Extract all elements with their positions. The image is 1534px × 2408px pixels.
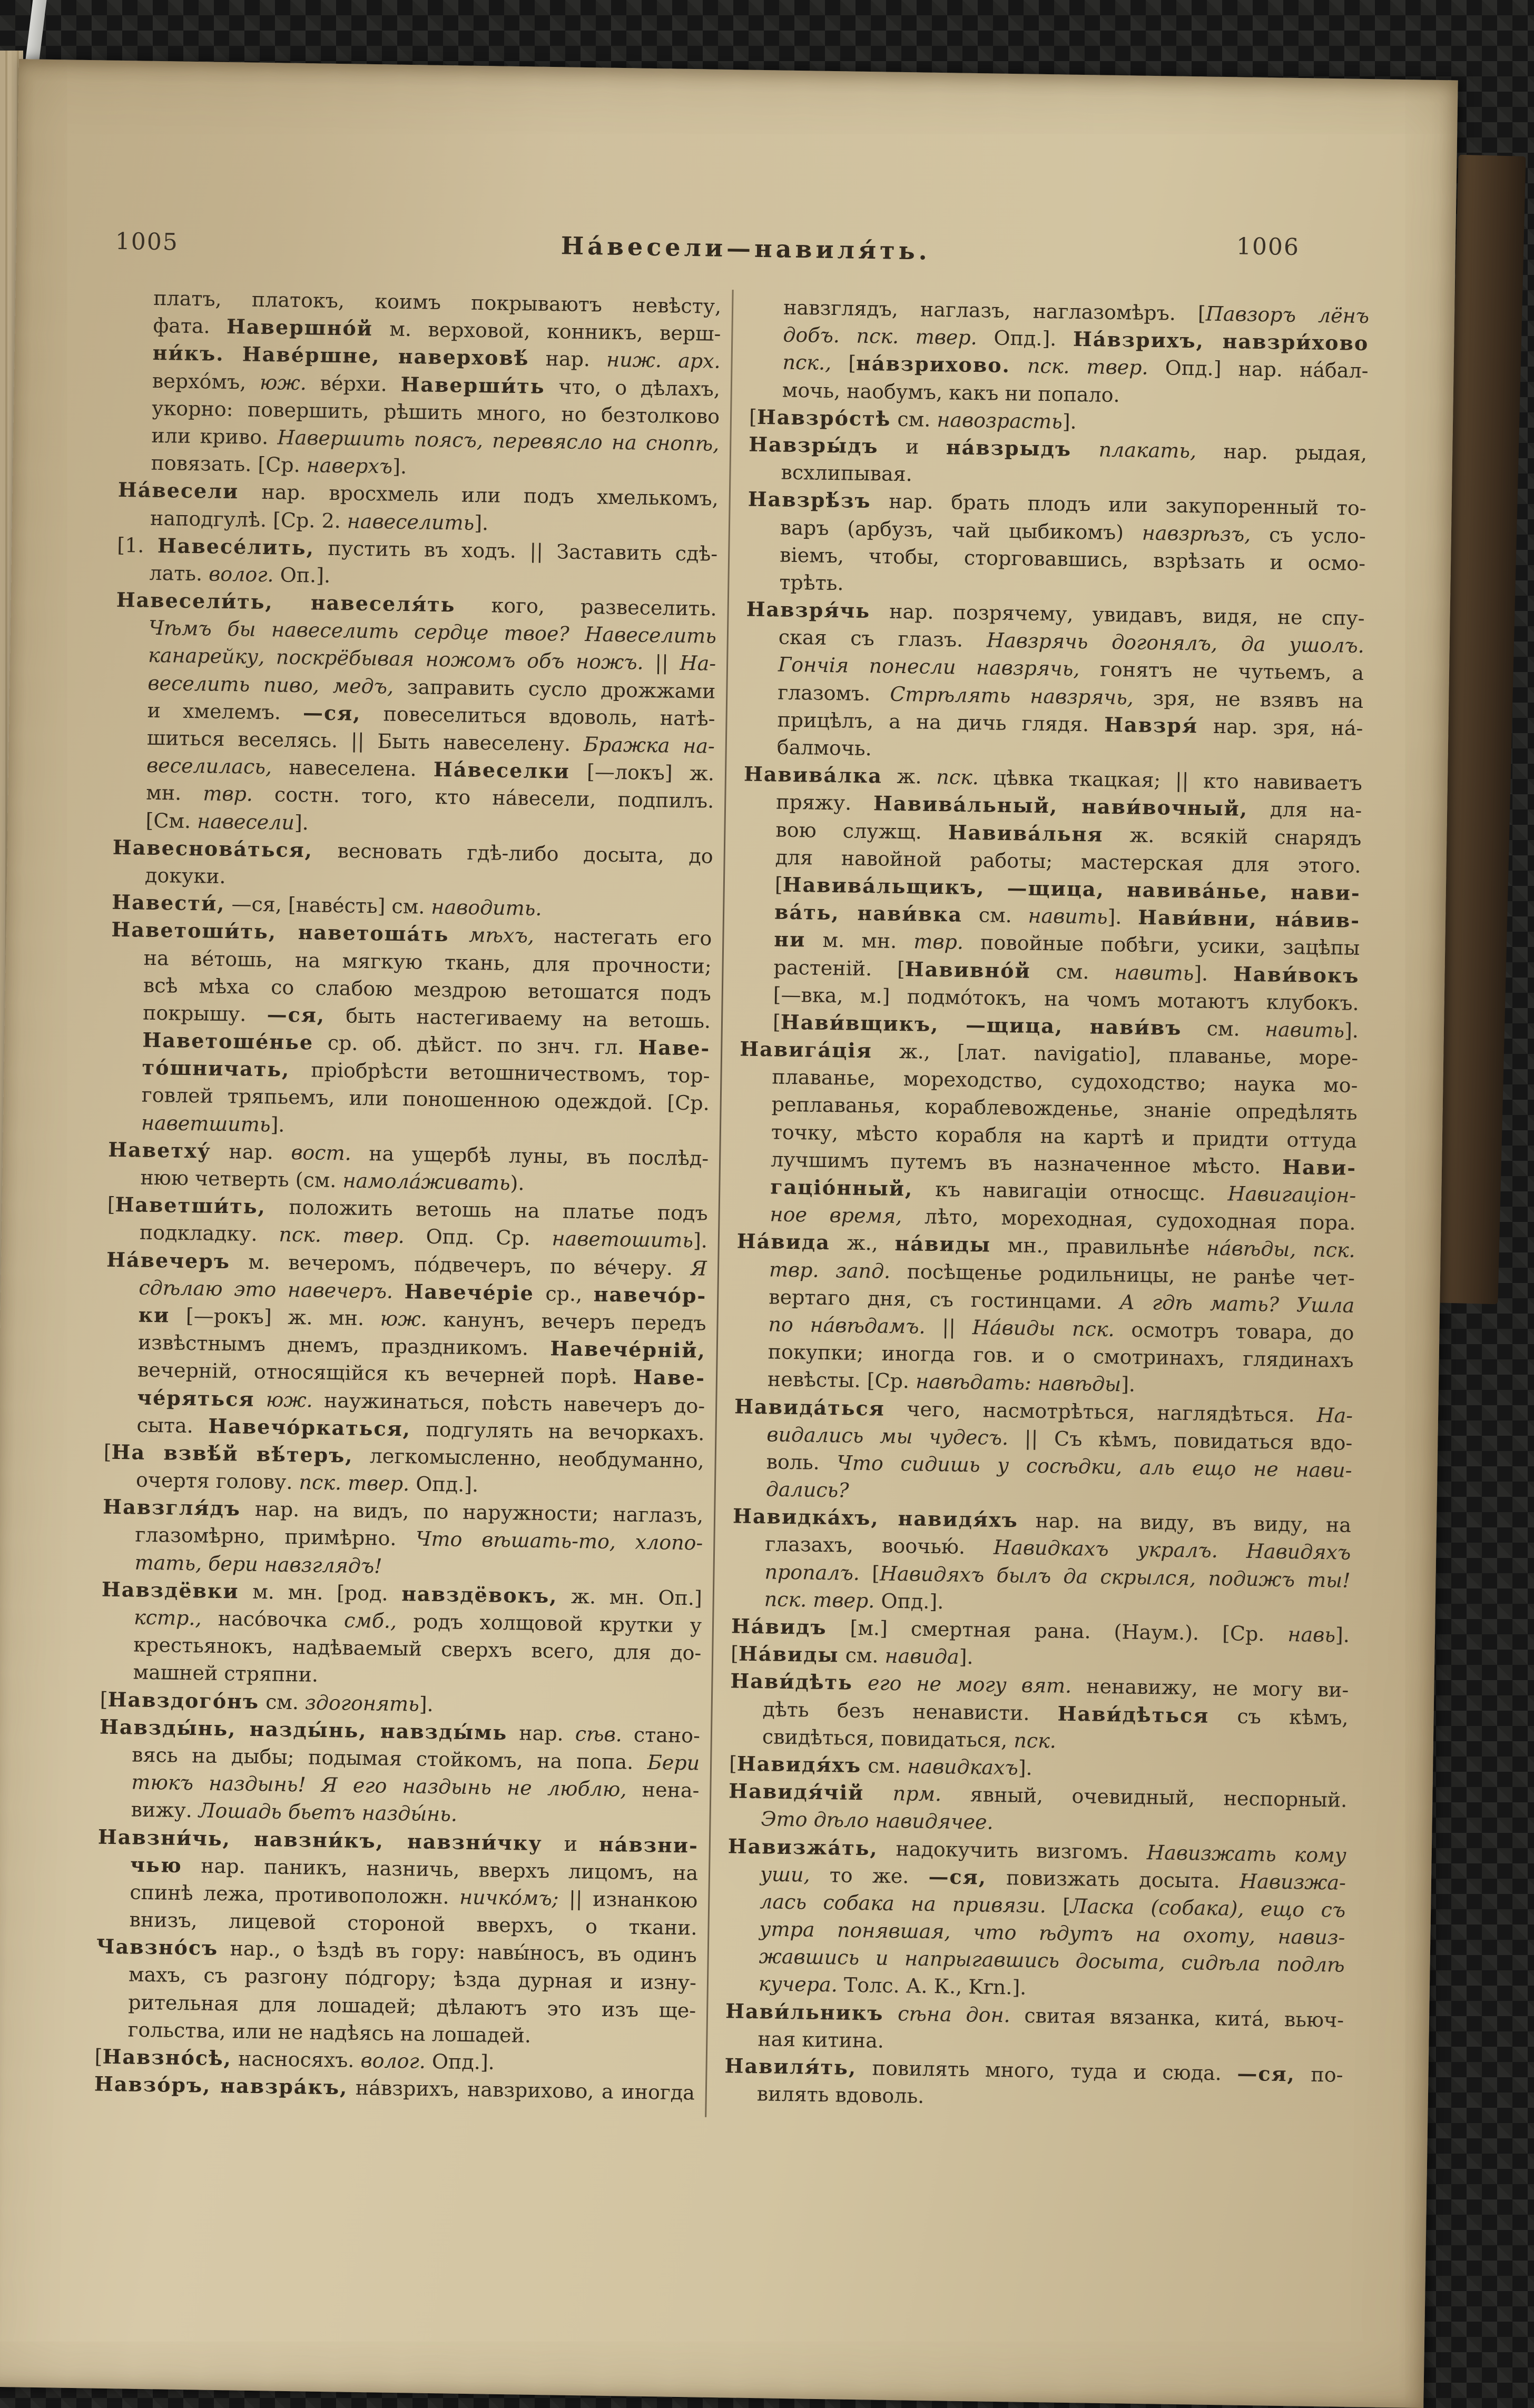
dictionary-line: Навиля́ть, повилять много, туда и сюда. —ся, по- <box>724 2054 1343 2087</box>
dictionary-line: [Навздогóнъ см. здогонять]. <box>100 1687 434 1716</box>
dictionary-line: невѣсты. [Ср. навѣдать: навѣды]. <box>767 1367 1136 1397</box>
dictionary-line: по нáвѣдамъ. || Нáвиды пск. осмотръ товара, до <box>768 1312 1354 1345</box>
dictionary-line: извѣстнымъ днемъ, праздникомъ. Навечéрній, <box>137 1330 706 1363</box>
dictionary-line: Навизжáть, надокучить визгомъ. Навизжать кому <box>727 1833 1347 1867</box>
dictionary-line: ки [—рокъ] ж. мн. юж. канунъ, вечеръ передъ <box>138 1302 706 1335</box>
dictionary-line: кстр., насóвочка смб., родъ холщовой крутки у <box>133 1605 702 1637</box>
dictionary-line: спинѣ лежа, противоположн. ничкóмъ; || изнанкою <box>130 1880 698 1912</box>
dictionary-line: [1. Навесéлить, пустить въ ходъ. || Заставить сдѣ- <box>117 533 718 566</box>
dictionary-line: платъ, платокъ, коимъ покрываютъ невѣсту, <box>153 286 722 318</box>
dictionary-line: [Навзнóсѣ, насносяхъ. волог. Опд.]. <box>94 2044 495 2074</box>
dictionary-line: видались мы чудесъ. || Съ кѣмъ, повидаться вдо- <box>766 1423 1353 1455</box>
dictionary-line: Наветошéнье ср. об. дѣйст. по знч. гл. Наве- <box>142 1028 711 1060</box>
dictionary-line: внизъ, лицевой стороной вверхъ, о ткани. <box>129 1908 697 1940</box>
dictionary-line: лась собака на привязи. [Ласка (собака), ещо съ <box>759 1890 1346 1922</box>
dictionary-line: фата. Навершнóй м. верховой, конникъ, верш- <box>153 314 721 346</box>
dictionary-line: пск. твер. Опд.]. <box>764 1587 944 1614</box>
dictionary-line: или криво. Навершить поясъ, перевясло на снопѣ, <box>151 423 720 456</box>
dictionary-line: дались? <box>765 1477 849 1502</box>
dictionary-line: всхлипывая. <box>781 460 913 486</box>
dictionary-line: свидѣться, повидаться, пск. <box>762 1725 1057 1753</box>
dictionary-line: Наветху́ нар. вост. на ущербѣ луны, въ послѣд- <box>107 1137 709 1170</box>
dictionary-line: пск., [нáвзрихово. пск. твер. Опд.] нар. нáбал- <box>782 350 1369 383</box>
dictionary-line: Нави́дѣть его не могу вят. ненавижу, не могу ви- <box>730 1669 1349 1702</box>
dictionary-line: Нáвидъ [м.] смертная рана. (Наум.). [Ср. навь]. <box>731 1614 1350 1647</box>
dictionary-line: Навести́, —ся, [навéсть] см. наводить. <box>111 890 542 921</box>
dictionary-line: канарейку, поскрёбывая ножомъ объ ножъ. || На- <box>148 644 716 676</box>
dictionary-line: гольства, или не надѣясь на лошадей. <box>127 2018 532 2047</box>
dictionary-line: махъ, съ разгону пóдгору; ѣзда дурная и изну- <box>128 1962 697 1995</box>
dictionary-line: растеній. [Навивнóй см. навить]. Нави́вокъ <box>773 955 1360 988</box>
dictionary-line: наподгулѣ. [Ср. 2. навеселить]. <box>150 506 489 535</box>
dictionary-line: гаціóнный, къ навигаціи относщс. Навигаціон- <box>770 1175 1356 1207</box>
dictionary-line: [Навивáльщикъ, —щица, навивáнье, нави- <box>774 872 1361 905</box>
dictionary-line: глазомѣрно, примѣрно. Что вѣшать-то, хлопо- <box>135 1523 703 1555</box>
dictionary-line: прицѣлъ, а на дичь глядя. Навзря́ нар. зря, нá- <box>777 708 1363 740</box>
dictionary-line: крестьянокъ, надѣваемый сверхъ всего, для до- <box>133 1633 702 1665</box>
dictionary-line: повязать. [Ср. наверхъ]. <box>151 451 407 479</box>
dictionary-line: лать. волог. Оп.]. <box>149 561 331 587</box>
dictionary-line: вáть, нави́вка см. навить]. Нави́вни, нáвив- <box>774 900 1361 933</box>
dictionary-line: всѣ мѣха со слабою мездрою ветошатся подъ <box>143 973 712 1005</box>
dictionary-line: Навзры́дъ и нáвзрыдъ плакать, нар. рыдая, <box>748 432 1368 465</box>
dictionary-line: покрышу. —ся, быть настегиваему на ветошь. <box>142 1001 711 1033</box>
dictionary-line: Гончія понесли навзрячь, гонятъ не чутьемъ, а <box>778 653 1364 685</box>
dictionary-line: глазомъ. Стрѣлять навзрячь, зря, не взявъ на <box>777 680 1364 713</box>
dictionary-line: Наветоши́ть, наветошáть мѣхъ, настегать его <box>111 917 712 951</box>
dictionary-line: Навзря́чь нар. позрячему, увидавъ, видя, не спу- <box>746 597 1365 630</box>
dictionary-line: трѣть. <box>779 570 844 595</box>
dictionary-line: Чавзнóсъ нар., о ѣздѣ въ гору: навы́носъ, въ одинъ <box>96 1934 697 1967</box>
dictionary-line: на вéтошь, на мягкую ткань, для прочности; <box>143 946 712 978</box>
dictionary-line: Чѣмъ бы навеселить сердце твое? Навеселить <box>148 616 717 648</box>
dictionary-line: [Нáвиды см. навида]. <box>730 1641 974 1669</box>
dictionary-line: воль. Что сидишь у сосѣдки, аль ещо не нави- <box>766 1450 1352 1482</box>
dictionary-line: подкладку. пск. твер. Опд. Ср. наветошить]. <box>139 1221 708 1253</box>
dictionary-line: рительная для лошадей; дѣлаютъ это изъ ще- <box>127 1990 696 2022</box>
book-page <box>0 59 1458 2408</box>
dictionary-line: вечерній, относящійся къ вечерней порѣ. Наве- <box>137 1358 706 1390</box>
dictionary-line: шиться веселясь. || Быть навеселену. Бражка на- <box>146 726 715 758</box>
dictionary-line: віемъ, чтобы, сторговавшись, взрѣзать и осмо- <box>779 543 1366 575</box>
dictionary-line: Навидкáхъ, навидя́хъ нар. на виду, въ виду, на <box>732 1504 1352 1537</box>
dictionary-line: Навидáться чего, насмотрѣться, наглядѣться. На- <box>734 1394 1353 1427</box>
dictionary-line: веселить пиво, медъ, заправить сусло дрожжами <box>148 671 716 703</box>
dictionary-line: [Навидя́хъ см. навидкахъ]. <box>729 1751 1033 1780</box>
dictionary-line: Навздёвки м. мн. [род. навздёвокъ, ж. мн. Оп.] <box>101 1577 703 1610</box>
dictionary-line: точку, мѣсто корабля на картѣ и придти оттуда <box>771 1120 1358 1152</box>
dictionary-line: очертя голову. пск. твер. Опд.]. <box>135 1468 479 1497</box>
dictionary-line: Нави́льникъ сѣна дон. свитая вязанка, китá, вьюч- <box>725 1998 1344 2032</box>
dictionary-line: вертаго дня, съ гостинцами. А гдѣ мать? Ушла <box>768 1285 1355 1317</box>
dictionary-line: уши, то же. —ся, повизжать досыта. Навизжа- <box>760 1862 1346 1894</box>
dictionary-line: мочь, наобумъ, какъ ни попало. <box>782 378 1120 407</box>
dictionary-line: Нáвесели нар. вросхмель или подъ хмелькомъ, <box>117 478 719 511</box>
dictionary-line: ное время, лѣто, мореходная, судоходная пора. <box>770 1202 1356 1235</box>
dictionary-line: Навесновáться, весновать гдѣ-либо досыта, до <box>112 835 714 868</box>
dictionary-line: вясь на дыбы; подымая стойкомъ, на попа. Бери <box>131 1743 700 1775</box>
dictionary-line: чéряться юж. наужинаться, поѣсть навечеръ до- <box>137 1385 705 1418</box>
dictionary-line: твр. запд. посѣщенье родильницы, не ранѣе чет- <box>769 1257 1355 1290</box>
dictionary-line: [—вка, м.] подмóтокъ, на чомъ мотаютъ клубокъ. <box>773 983 1360 1015</box>
dictionary-line: лучшимъ путемъ въ назначенное мѣсто. Нави- <box>770 1148 1357 1180</box>
dictionary-line: веселилась, навеселена. Нáвеселки [—локъ] ж. <box>146 753 715 785</box>
dictionary-line: Навесели́ть, навеселя́ть кого, развеселить. <box>116 587 717 620</box>
dictionary-line: и хмелемъ. —ся, повеселиться вдоволь, натѣ- <box>147 698 715 731</box>
dictionary-line: пропалъ. [Навидяхъ былъ да скрылся, подижъ ты! <box>764 1560 1351 1592</box>
dictionary-line: вижу. Лошадь бьетъ назды́нь. <box>131 1798 458 1827</box>
dictionary-line: ни́къ. Навéршне, наверховѣ́ нар. ниж. арх. <box>152 341 721 373</box>
dictionary-line: пряжу. Навивáльный, нави́вочный, для на- <box>775 790 1362 823</box>
dictionary-line: вою служщ. Навивáльня ж. всякій снарядъ <box>775 818 1362 850</box>
dictionary-line: [См. навесели]. <box>145 808 309 834</box>
dictionary-line: Навзрѣ́зъ нар. брать плодъ или закупоренный то- <box>748 487 1366 520</box>
dictionary-line: [Нави́вщикъ, —щица, нави́въ см. навить]. <box>772 1010 1359 1042</box>
dictionary-line: добъ. пск. твер. Опд.]. Нáвзрихъ, навзри́хово <box>783 323 1369 356</box>
dictionary-line: сыта. Навечóркаться, подгулять на вечоркахъ. <box>136 1413 705 1445</box>
dictionary-line: говлей тряпьемъ, или поношенною одеждой. [Ср. <box>141 1083 710 1116</box>
dictionary-line: кучера. Толс. А. К., Krn.]. <box>758 1972 1027 2000</box>
dictionary-line: реплаванья, кораблевожденье, знаніе опредѣлять <box>771 1092 1358 1125</box>
dictionary-line: варъ (арбузъ, чай цыбикомъ) навзрѣзъ, съ усло- <box>780 516 1366 548</box>
dictionary-line: Навзгля́дъ нар. на видъ, по наружности; наглазъ, <box>102 1494 704 1527</box>
dictionary-line: верхóмъ, юж. вéрхи. Наверши́ть что, о дѣлахъ, <box>152 369 721 401</box>
dictionary-line: утра понявшая, что ѣдутъ на охоту, навиз- <box>759 1917 1345 1949</box>
running-head: Нáвесели—навиля́ть. <box>560 231 931 265</box>
dictionary-line: жавшись и напрыгавшись досыта, сидѣла подлѣ <box>759 1945 1345 1977</box>
dictionary-line: дѣть безъ ненависти. Нави́дѣться съ кѣмъ, <box>762 1697 1349 1730</box>
dictionary-line: покупки; иногда гов. и о смотринахъ, глядинахъ <box>768 1340 1354 1372</box>
dictionary-line: сдѣлаю это навечеръ. Навечéріе ср., навечóр- <box>139 1276 707 1308</box>
dictionary-line: вилять вдоволь. <box>756 2082 925 2108</box>
dictionary-line: наветшить]. <box>141 1111 285 1137</box>
dictionary-line: ная китина. <box>758 2027 884 2052</box>
dictionary-line: Нáвечеръ м. вечеромъ, пóдвечеръ, по вéчеру. Я <box>106 1247 707 1280</box>
dictionary-line: Навивáлка ж. пск. цѣвка ткацкая; || кто навиваетъ <box>743 762 1363 795</box>
dictionary-line: [Наветши́ть, положить ветошь на платье подъ <box>107 1192 708 1225</box>
dictionary-line: Навзóръ, навзрáкъ, нáвзрихъ, навзрихово, а иногда <box>94 2071 695 2105</box>
dictionary-line: балмочь. <box>776 735 872 761</box>
left-page-number: 1005 <box>115 228 179 256</box>
dictionary-line: Нáвида ж., нáвиды мн., правильнѣе нáвѣды, пск. <box>736 1229 1356 1262</box>
dictionary-line: укорно: повершить, рѣшить много, но безтолково <box>151 396 720 428</box>
dictionary-line: ская съ глазъ. Навзрячь догонялъ, да ушолъ. <box>778 625 1365 658</box>
dictionary-line: чью нар. паникъ, назничь, вверхъ лицомъ, на <box>130 1852 699 1885</box>
dictionary-line: Это дѣло навидячее. <box>761 1807 994 1834</box>
dictionary-line: докуки. <box>144 863 226 888</box>
dictionary-line: нюю четверть (см. намолáживать). <box>140 1166 525 1195</box>
dictionary-column-right <box>724 293 1369 2116</box>
dictionary-line: тóшничать, пріобрѣсти ветошничествомъ, тор- <box>142 1055 710 1088</box>
dictionary-line: мн. твр. состн. того, кто нáвесели, подпилъ. <box>146 781 714 813</box>
dictionary-line: глазахъ, воочью́. Навидкахъ укралъ. Навидяхъ <box>764 1532 1351 1565</box>
right-page-number: 1006 <box>1236 233 1300 261</box>
dictionary-line: ни м. мн. твр. повойные побѣги, усики, зацѣпы <box>774 927 1360 960</box>
dictionary-line: машней стряпни. <box>133 1660 319 1687</box>
dictionary-line: для навойной работы; мастерская для этого. <box>775 845 1361 877</box>
dictionary-line: тюкъ наздынь! Я его наздынь не люблю, нена- <box>131 1770 700 1802</box>
dictionary-line: Навзды́нь, назды́нь, навзды́мь нар. сѣв. стано- <box>99 1714 701 1748</box>
dictionary-line: [На взвѣ́й вѣ́теръ, легкомысленно, необдуманно, <box>103 1439 704 1473</box>
dictionary-line: Навидя́чій прм. явный, очевидный, неспорный. <box>729 1779 1348 1812</box>
dictionary-line: Навзни́чь, навзни́къ, навзни́чку и нáвзни- <box>97 1824 699 1858</box>
dictionary-line: [Навзрóстѣ см. навозрасть]. <box>749 404 1077 433</box>
dictionary-line: Навигáція ж., [лат. navigatio], плаванье, море- <box>739 1037 1359 1070</box>
dictionary-line: тать, бери навзглядъ! <box>134 1551 382 1578</box>
dictionary-line: навзглядъ, наглазъ, наглазомѣръ. [Павзоръ лёнъ <box>783 295 1370 328</box>
dictionary-column-left <box>94 284 722 2107</box>
dictionary-line: плаванье, мореходство, судоходство; наука мо- <box>772 1065 1358 1098</box>
